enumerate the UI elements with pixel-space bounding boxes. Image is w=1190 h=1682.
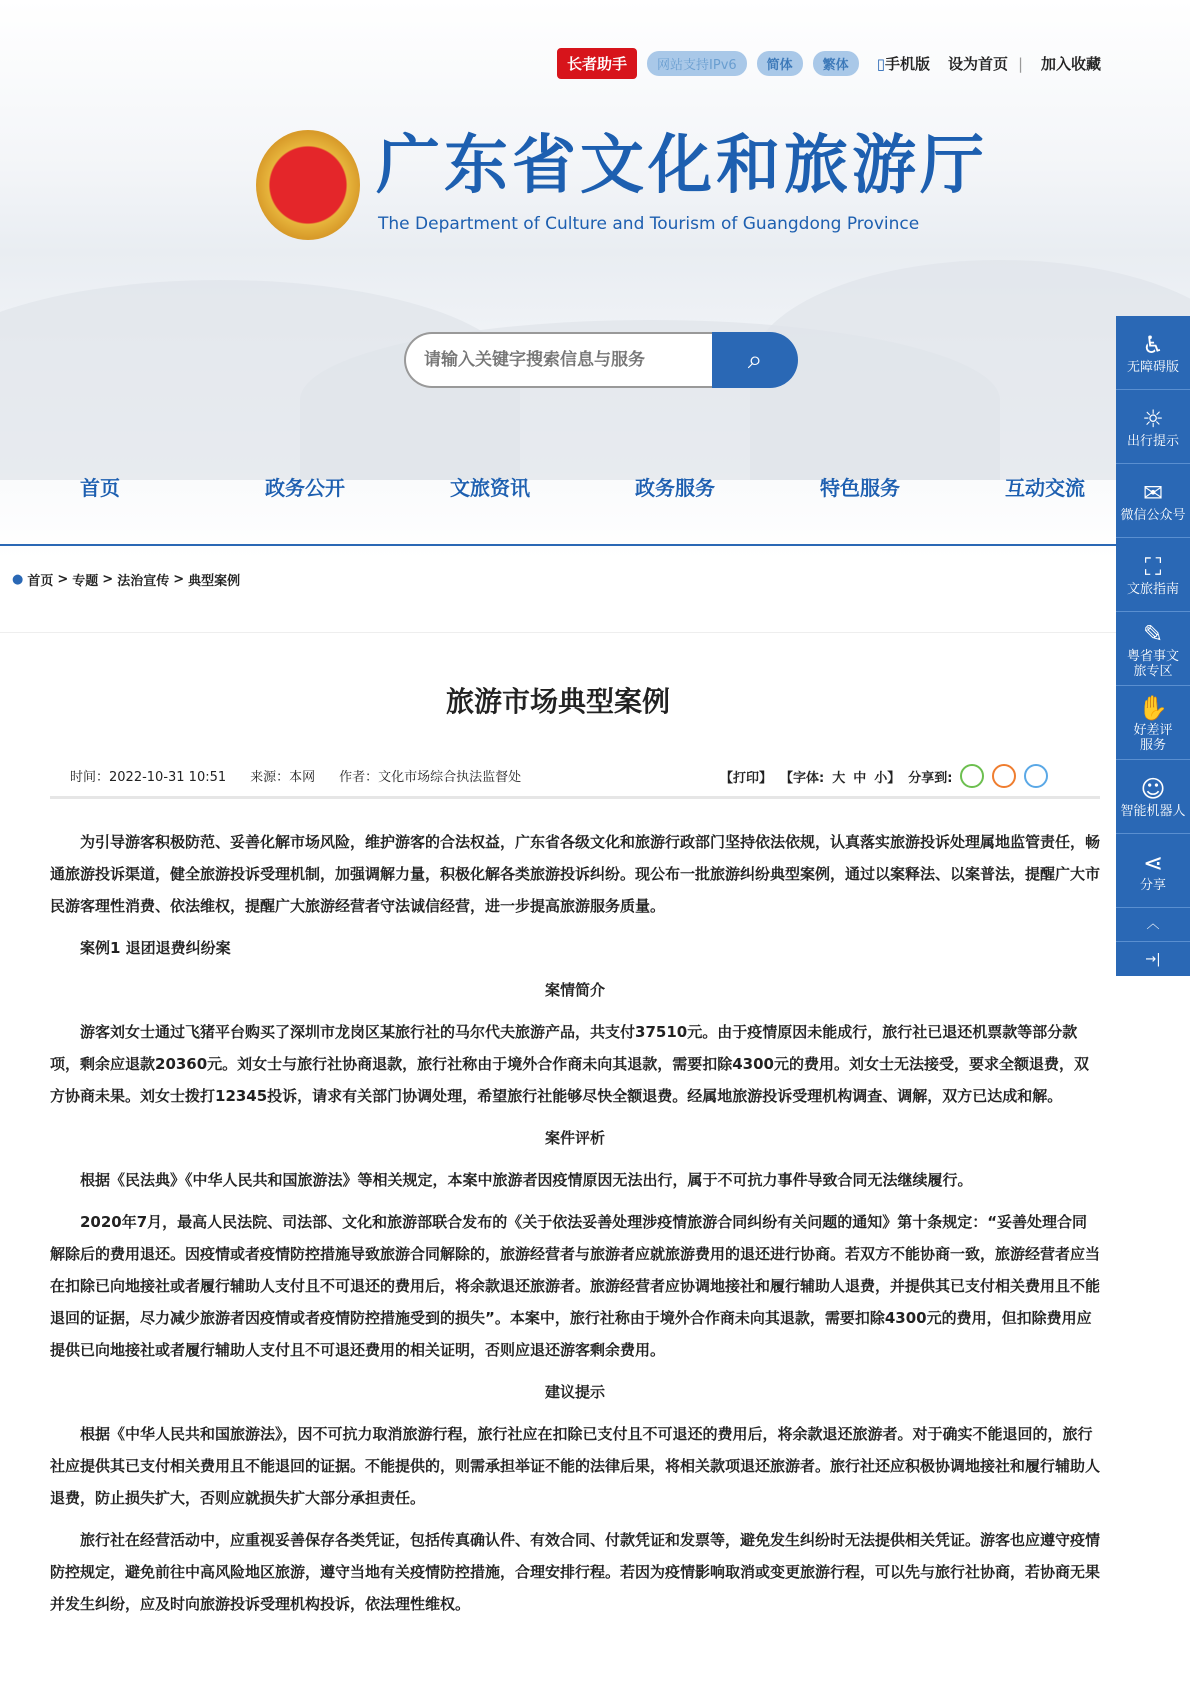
print-button[interactable]: 【打印】 <box>720 770 773 786</box>
section-heading: 案情简介 <box>544 981 605 999</box>
font-medium-button[interactable]: 中 <box>853 770 867 786</box>
share-label: 分享到: <box>908 770 953 786</box>
thumbs-up-icon: ✋ <box>1138 693 1168 722</box>
national-emblem-logo <box>256 130 360 240</box>
sidebar-wechat[interactable] <box>1116 464 1190 538</box>
collapse-icon: →| <box>1145 951 1161 967</box>
wheelchair-icon: ♿ <box>1142 331 1164 359</box>
sidebar-rating[interactable] <box>1116 686 1190 760</box>
sidebar-label: 好差评服务 <box>1133 722 1173 753</box>
meta-divider <box>50 796 1100 799</box>
lightbulb-icon: ☼ <box>1142 405 1164 433</box>
breadcrumb-law[interactable]: 法治宣传 <box>117 574 170 589</box>
edit-icon: ✎ <box>1142 619 1164 648</box>
breadcrumb-home[interactable]: 首页 <box>27 574 54 589</box>
breadcrumb <box>12 570 240 589</box>
breadcrumb-sep: > <box>173 572 185 587</box>
font-size-label: 【字体: <box>780 770 825 786</box>
sidebar-label: 粤省事文旅专区 <box>1126 648 1179 679</box>
simplified-button[interactable]: 简体 <box>757 51 803 76</box>
search-input[interactable] <box>404 332 712 388</box>
site-subtitle: The Department of Culture and Tourism of Guangdong Province <box>378 214 920 234</box>
section-heading: 建议提示 <box>544 1383 605 1401</box>
sidebar-accessibility[interactable] <box>1116 316 1190 390</box>
article-body <box>50 826 1100 1630</box>
article-time: 时间：2022-10-31 10:51 <box>70 770 227 785</box>
robot-icon: ☺ <box>1140 775 1166 803</box>
sidebar-label: 文旅指南 <box>1126 582 1179 597</box>
breadcrumb-topic[interactable]: 专题 <box>72 574 99 589</box>
elder-assistant-button[interactable]: 长者助手 <box>557 48 637 79</box>
nav-gov-info[interactable]: 政务公开 <box>265 476 345 500</box>
sidebar-label: 智能机器人 <box>1120 804 1186 819</box>
nav-divider <box>0 544 1116 546</box>
traditional-button[interactable]: 繁体 <box>813 51 859 76</box>
wechat-icon: ✉ <box>1142 479 1164 507</box>
nav-featured[interactable]: 特色服务 <box>820 476 900 500</box>
add-favorite-link[interactable]: 加入收藏 <box>1041 55 1102 73</box>
qq-share-icon[interactable] <box>1024 764 1048 788</box>
sidebar-travel-tips[interactable] <box>1116 390 1190 464</box>
scroll-top-button[interactable] <box>1116 908 1190 942</box>
chevron-up-icon: ︿ <box>1146 917 1160 932</box>
sidebar-label: 出行提示 <box>1126 434 1179 449</box>
advice-paragraph: 旅行社在经营活动中，应重视妥善保存各类凭证，包括传真确认件、有效合同、付款凭证和发票等，避免发生纠纷时无法提供相关凭证。游客也应遵守疫情防控规定，避免前往中高风险地区旅游，遵守当地有关疫情防控措施，合理安排行程。若因为疫情影响取消或变更旅游行程，可以先与旅行社协商，若协商无果并发生纠纷，应及时向旅游投诉受理机构投诉，依法理性维权。 <box>50 1531 1101 1613</box>
divider <box>0 632 1116 633</box>
floating-sidebar <box>1116 316 1190 976</box>
nav-gov-service[interactable]: 政务服务 <box>635 476 715 500</box>
intro-paragraph: 为引导游客积极防范、妥善化解市场风险，维护游客的合法权益，广东省各级文化和旅游行政部门坚持依法依规，认真落实旅游投诉处理属地监管责任，畅通旅游投诉渠道，健全旅游投诉受理机制，加强调解力量，积极化解各类旅游投诉纠纷。现公布一批旅游纠纷典型案例，通过以案释法、以案普法，提醒广大市民游客理性消费、依法维权，提醒广大旅游经营者守法诚信经营，进一步提高旅游服务质量。 <box>50 833 1101 915</box>
article-title: 旅游市场典型案例 <box>445 685 670 718</box>
summary-paragraph: 游客刘女士通过飞猪平台购买了深圳市龙岗区某旅行社的马尔代夫旅游产品，共支付37510元。由于疫情原因未能成行，旅行社已退还机票款等部分款项，剩余应退款20360元。刘女士与旅行社协商退款，旅行社称由于境外合作商未向其退款，需要扣除4300元的费用。刘女士无法接受，要求全额退费，双方协商未果。刘女士拨打12345投诉，请求有关部门协调处理，希望旅行社能够尽快全额退费。经属地旅游投诉受理机构调查、调解，双方已达成和解。 <box>50 1023 1089 1105</box>
mobile-link[interactable] <box>877 53 930 74</box>
ipv6-badge: 网站支持IPv6 <box>647 51 747 76</box>
sidebar-label: 无障碍版 <box>1126 360 1179 375</box>
collapse-sidebar-button[interactable] <box>1116 942 1190 976</box>
map-icon: ⛶ <box>1144 553 1162 581</box>
article-tools <box>720 764 1048 788</box>
article-meta <box>70 766 521 785</box>
breadcrumb-sep: > <box>102 572 114 587</box>
search-button[interactable] <box>712 332 798 388</box>
font-large-button[interactable]: 大 <box>832 770 846 786</box>
wechat-share-icon[interactable] <box>960 764 984 788</box>
main-nav <box>80 472 1085 501</box>
nav-news[interactable]: 文旅资讯 <box>450 476 530 500</box>
separator: | <box>1017 54 1024 73</box>
article-author: 作者：文化市场综合执法监督处 <box>339 770 522 785</box>
sidebar-guide[interactable] <box>1116 538 1190 612</box>
nav-interaction[interactable]: 互动交流 <box>1005 476 1085 500</box>
sidebar-yueshengshi[interactable] <box>1116 612 1190 686</box>
mobile-label: 手机版 <box>884 55 930 73</box>
location-pin-icon: ● <box>12 572 24 587</box>
breadcrumb-sep: > <box>57 572 69 587</box>
set-homepage-link[interactable]: 设为首页 <box>947 55 1008 73</box>
advice-paragraph: 根据《中华人民共和国旅游法》，因不可抗力取消旅游行程，旅行社应在扣除已支付且不可退还的费用后，将余款退还旅游者。对于确实不能退回的，旅行社应提供其已支付相关费用且不能退回的证据。不能提供的，则需承担举证不能的法律后果，将相关款项退还旅游者。旅行社还应积极协调地接社和履行辅助人退费，防止损失扩大，否则应就损失扩大部分承担责任。 <box>50 1425 1101 1507</box>
analysis-paragraph: 2020年7月，最高人民法院、司法部、文化和旅游部联合发布的《关于依法妥善处理涉疫情旅游合同纠纷有关问题的通知》第十条规定：“妥善处理合同解除后的费用退还。因疫情或者疫情防控措施导致旅游合同解除的，旅游经营者与旅游者应就旅游费用的退还进行协商。若双方不能协商一致，旅游经营者应当在扣除已向地接社或者履行辅助人支付且不可退还的费用后，将余款退还旅游者。旅游经营者应协调地接社和履行辅助人退费，并提供其已支付相关费用且不能退回的证据，尽力减少旅游者因疫情或者疫情防控措施受到的损失”。本案中，旅行社称由于境外合作商未向其退款，需要扣除4300元的费用，但扣除费用应提供已向地接社或者履行辅助人支付且不可退还费用的相关证明，否则应退还游客剩余费用。 <box>50 1213 1101 1359</box>
site-title: 广东省文化和旅游厅 <box>376 128 988 203</box>
top-bar <box>557 48 1101 79</box>
case-title: 案例1 退团退费纠纷案 <box>80 939 231 957</box>
search-icon: ⌕ <box>747 344 763 374</box>
sidebar-label: 微信公众号 <box>1120 508 1186 523</box>
share-icon: ⋖ <box>1142 849 1164 877</box>
sidebar-label: 分享 <box>1139 878 1166 893</box>
phone-icon: ▯ <box>876 55 885 73</box>
font-small-button[interactable]: 小】 <box>874 770 901 786</box>
analysis-paragraph: 根据《民法典》《中华人民共和国旅游法》等相关规定，本案中旅游者因疫情原因无法出行，属于不可抗力事件导致合同无法继续履行。 <box>80 1171 973 1189</box>
breadcrumb-current: 典型案例 <box>188 574 241 589</box>
weibo-share-icon[interactable] <box>992 764 1016 788</box>
nav-home[interactable]: 首页 <box>80 476 120 500</box>
search-bar <box>404 332 798 388</box>
article-source: 来源：本网 <box>250 770 316 785</box>
sidebar-share[interactable] <box>1116 834 1190 908</box>
sidebar-robot[interactable] <box>1116 760 1190 834</box>
section-heading: 案件评析 <box>544 1129 605 1147</box>
